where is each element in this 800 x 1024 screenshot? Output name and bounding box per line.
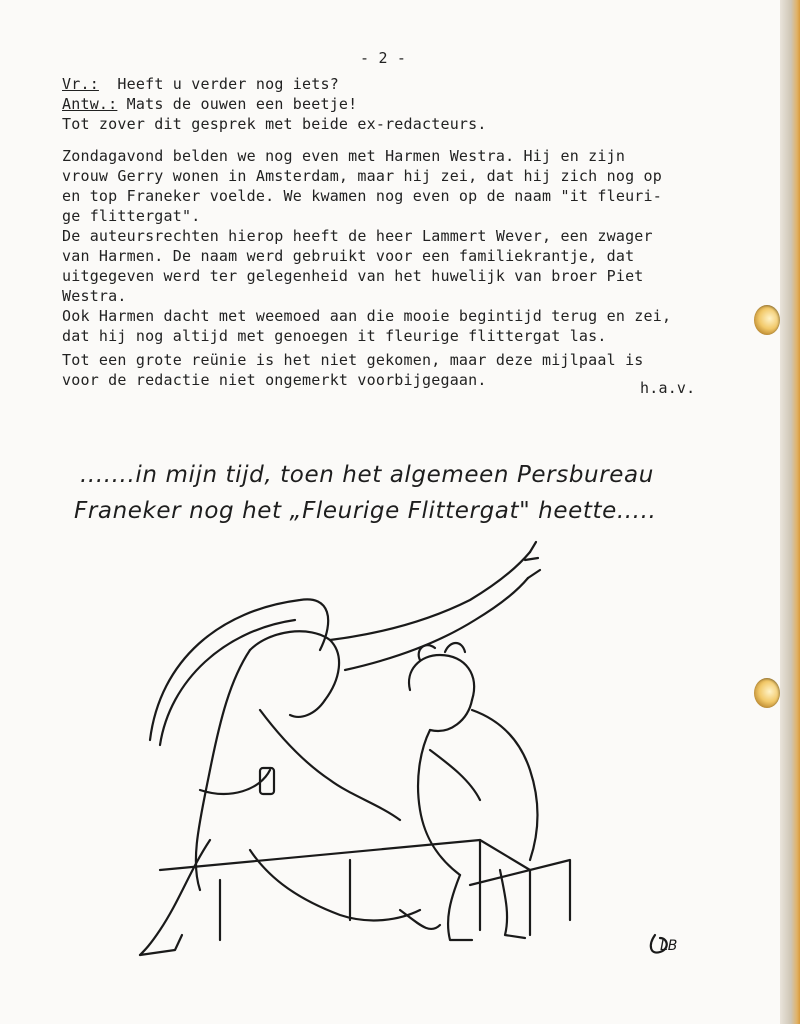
- question-text: Heeft u verder nog iets?: [98, 75, 339, 93]
- page-edge: [780, 0, 800, 1024]
- paragraph-line: dat hij nog altijd met genoegen it fleurige flittergat las.: [62, 327, 607, 345]
- question-label: Vr.:: [62, 75, 99, 93]
- bench: [160, 840, 530, 870]
- answer-label: Antw.:: [62, 95, 118, 113]
- author-signature: h.a.v.: [640, 379, 696, 397]
- cartoon-caption-line-1: .......in mijn tijd, toen het algemeen Persbureau: [80, 462, 654, 488]
- paragraph-line: Ook Harmen dacht met weemoed aan die mooie begintijd terug en zei,: [62, 307, 672, 325]
- paragraph-line: Tot een grote reünie is het niet gekomen, maar deze mijlpaal is: [62, 351, 644, 369]
- paragraph-line: ge flittergat".: [62, 207, 201, 225]
- page-number: - 2 -: [360, 49, 407, 67]
- question-line: [62, 74, 339, 94]
- old-man-arm-pointing: [330, 552, 530, 640]
- answer-line: [62, 94, 357, 114]
- interview-closing: Tot zover dit gesprek met beide ex-redacteurs.: [62, 115, 487, 133]
- paragraph-line: Zondagavond belden we nog even met Harmen Westra. Hij en zijn: [62, 147, 626, 165]
- paragraph-line: voor de redactie niet ongemerkt voorbijgegaan.: [62, 371, 487, 389]
- old-man-head: [250, 631, 339, 700]
- cartoon-caption-line-2: Franeker nog het „Fleurige Flittergat" heette.....: [74, 498, 657, 524]
- paragraph-line: uitgegeven werd ter gelegenheid van het huwelijk van broer Piet: [62, 267, 644, 285]
- paragraph-line: van Harmen. De naam werd gebruikt voor een familiekrantje, dat: [62, 247, 635, 265]
- old-man-leg: [140, 840, 210, 955]
- paragraph-line: vrouw Gerry wonen in Amsterdam, maar hij zei, dat hij zich nog op: [62, 167, 662, 185]
- young-man-body: [418, 730, 460, 875]
- cartoon-illustration: [100, 540, 720, 960]
- paragraph-line: Westra.: [62, 287, 127, 305]
- punch-hole-bottom: [754, 678, 780, 708]
- paragraph-line: en top Franeker voelde. We kwamen nog even op de naam "it fleuri-: [62, 187, 662, 205]
- young-man-head: [409, 655, 474, 700]
- artist-initials: LB: [660, 938, 678, 954]
- answer-text: Mats de ouwen een beetje!: [117, 95, 358, 113]
- paragraph-line: De auteursrechten hierop heeft de heer Lammert Wever, een zwager: [62, 227, 653, 245]
- punch-hole-top: [754, 305, 780, 335]
- old-man-coat: [196, 650, 250, 890]
